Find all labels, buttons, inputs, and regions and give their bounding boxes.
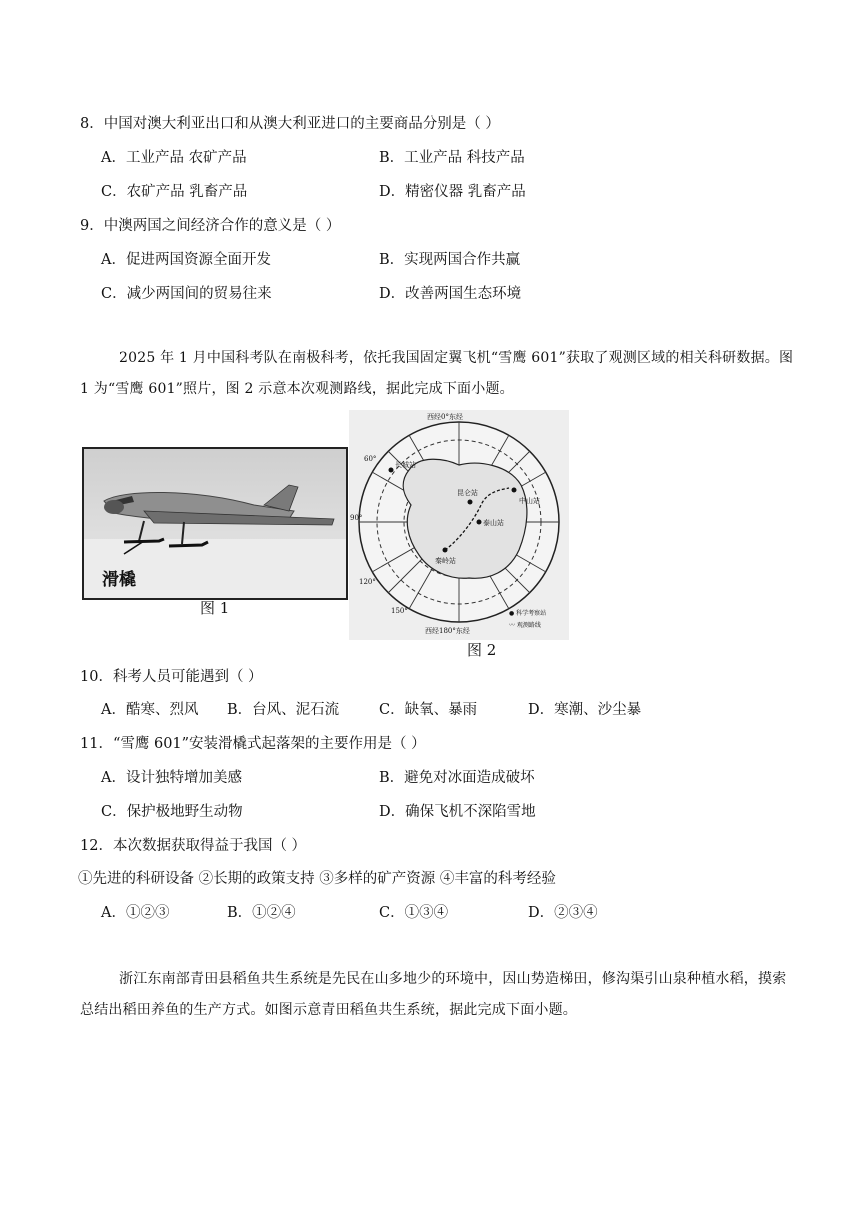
question-11-option-a: A．设计独特增加美感 bbox=[101, 770, 242, 786]
legend-station: ● 科学考察站 bbox=[509, 610, 547, 617]
question-12-option-c: C．①③④ bbox=[379, 905, 449, 921]
question-12-option-d: D．②③④ bbox=[528, 905, 598, 921]
question-10-option-a: A．酷寒、烈风 bbox=[101, 702, 199, 718]
map-lat-label: 60° bbox=[364, 455, 377, 463]
passage-antarctic: 2025 年 1 月中国科考队在南极科考，依托我国固定翼飞机“雪鹰 601”获取了观测区域的相关科研数据。图 1 为“雪鹰 601”照片，图 2 示意本次观测路线，据此完成下面小题。 bbox=[80, 350, 794, 397]
figure-1-caption: 图 1 bbox=[200, 599, 230, 617]
map-lat-label: 90° bbox=[350, 514, 363, 522]
question-11-stem: 11．“雪鹰 601”安装滑橇式起落架的主要作用是（ ） bbox=[80, 736, 426, 752]
question-8-option-a: A．工业产品 农矿产品 bbox=[101, 150, 247, 166]
question-10-option-b: B．台风、泥石流 bbox=[227, 702, 340, 718]
question-11-option-b: B．避免对冰面造成破坏 bbox=[379, 770, 535, 786]
legend-station-label: 科学考察站 bbox=[516, 610, 547, 617]
question-8-option-b: B．工业产品 科技产品 bbox=[379, 150, 525, 166]
figure-2-map bbox=[349, 410, 569, 640]
question-9-option-a: A．促进两国资源全面开发 bbox=[101, 252, 271, 268]
question-9-stem: 9．中澳两国之间经济合作的意义是（ ） bbox=[80, 218, 341, 234]
question-9-option-b: B．实现两国合作共赢 bbox=[379, 252, 521, 268]
question-12-statements: ①先进的科研设备 ②长期的政策支持 ③多样的矿产资源 ④丰富的科考经验 bbox=[78, 871, 556, 887]
question-10-stem: 10．科考人员可能遇到（ ） bbox=[80, 669, 263, 685]
legend-route-label: 观测路线 bbox=[516, 622, 541, 629]
question-9-option-d: D．改善两国生态环境 bbox=[379, 286, 522, 302]
station-label: 昆仑站 bbox=[457, 489, 478, 497]
figure-1-photo bbox=[82, 447, 348, 600]
question-11-option-c: C．保护极地野生动物 bbox=[101, 804, 243, 820]
question-8-option-c: C．农矿产品 乳畜产品 bbox=[101, 184, 248, 200]
figure-2-caption: 图 2 bbox=[467, 641, 497, 659]
antarctic-route-map bbox=[349, 410, 569, 640]
station-label: 长城站 bbox=[395, 461, 416, 469]
map-top-label: 西经0°东经 bbox=[427, 413, 463, 421]
question-12-option-a: A．①②③ bbox=[101, 905, 170, 921]
question-11-option-d: D．确保飞机不深陷雪地 bbox=[379, 804, 536, 820]
station-label: 泰山站 bbox=[483, 519, 504, 527]
ski-label: 滑橇 bbox=[102, 570, 136, 590]
station-label: 中山站 bbox=[519, 497, 540, 505]
station-label: 秦岭站 bbox=[435, 557, 456, 565]
question-8-stem: 8．中国对澳大利亚出口和从澳大利亚进口的主要商品分别是（ ） bbox=[80, 116, 500, 132]
legend-route: 〰 观测路线 bbox=[509, 622, 541, 629]
question-10-option-d: D．寒潮、沙尘暴 bbox=[528, 702, 642, 718]
question-12-stem: 12．本次数据获取得益于我国（ ） bbox=[80, 838, 307, 854]
map-lat-label: 150° bbox=[391, 607, 408, 615]
question-10-option-c: C．缺氧、暴雨 bbox=[379, 702, 478, 718]
map-bottom-label: 西经180°东经 bbox=[425, 627, 470, 635]
map-lat-label: 120° bbox=[359, 578, 376, 586]
question-9-option-c: C．减少两国间的贸易往来 bbox=[101, 286, 272, 302]
question-8-option-d: D．精密仪器 乳畜产品 bbox=[379, 184, 526, 200]
passage-rice-fish: 浙江东南部青田县稻鱼共生系统是先民在山多地少的环境中，因山势造梯田，修沟渠引山泉种植水稻，摸索总结出稻田养鱼的生产方式。如图示意青田稻鱼共生系统，据此完成下面小题。 bbox=[80, 971, 787, 1018]
question-12-option-b: B．①②④ bbox=[227, 905, 296, 921]
